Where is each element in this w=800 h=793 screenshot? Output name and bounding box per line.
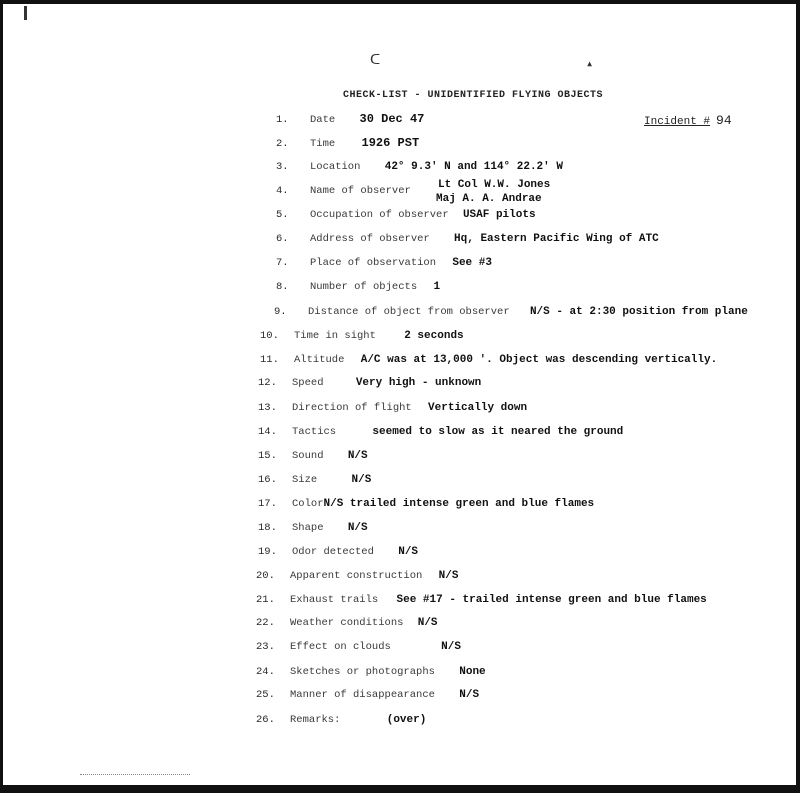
scan-speck: ▴ bbox=[586, 57, 594, 71]
incident-number bbox=[644, 113, 732, 128]
item-answer: 42° 9.3' N and 114° 22.2' W bbox=[384, 161, 563, 173]
checklist-item: 25. Manner of disappearance N/S bbox=[256, 689, 480, 701]
item-answer: 1 bbox=[433, 281, 441, 293]
item-answer: N/S bbox=[438, 570, 459, 582]
checklist-item: 16. Size N/S bbox=[258, 474, 372, 486]
checklist-item: 17. ColorN/S trailed intense green and blue flames bbox=[258, 498, 595, 510]
checklist-item: 19. Odor detected N/S bbox=[258, 546, 419, 558]
checklist-item: 10. Time in sight 2 seconds bbox=[260, 330, 464, 342]
item-answer: N/S bbox=[351, 474, 372, 486]
incident-label: Incident # bbox=[644, 116, 711, 128]
item-answer: See #3 bbox=[452, 257, 492, 269]
item-answer: 2 seconds bbox=[404, 330, 464, 342]
checklist-item: 9. Distance of object from observer N/S - at 2:30 position from plane bbox=[274, 306, 748, 318]
item-answer: Vertically down bbox=[428, 402, 528, 414]
item-answer: Very high - unknown bbox=[355, 377, 482, 389]
item-answer: None bbox=[459, 666, 486, 678]
item-answer: Hq, Eastern Pacific Wing of ATC bbox=[454, 233, 659, 245]
item-answer: N/S bbox=[398, 546, 419, 558]
checklist-item: 26. Remarks: (over) bbox=[256, 714, 427, 726]
checklist-item: 5. Occupation of observer USAF pilots bbox=[276, 209, 536, 221]
checklist-item: 12. Speed Very high - unknown bbox=[258, 377, 482, 389]
item-answer: Lt Col W.W. Jones bbox=[438, 179, 551, 191]
item-answer: N/S bbox=[347, 450, 368, 462]
item-answer: N/S bbox=[417, 617, 438, 629]
checklist-item: 23. Effect on clouds N/S bbox=[256, 641, 461, 653]
checklist-item: 14. Tactics seemed to slow as it neared the ground bbox=[258, 426, 624, 438]
checklist-item: 24. Sketches or photographs None bbox=[256, 666, 486, 678]
checklist-item: 1. Date 30 Dec 47 bbox=[276, 112, 425, 126]
item-answer: N/S bbox=[347, 522, 368, 534]
document-title: CHECK-LIST - UNIDENTIFIED FLYING OBJECTS bbox=[343, 90, 604, 101]
checklist-item: 13. Direction of flight Vertically down bbox=[258, 402, 528, 414]
checklist-item: 18. Shape N/S bbox=[258, 522, 368, 534]
item-answer: seemed to slow as it neared the ground bbox=[372, 426, 624, 438]
checklist-item: 11. Altitude A/C was at 13,000 '. Object was descending vertically. bbox=[260, 354, 718, 366]
checklist-item: 22. Weather conditions N/S bbox=[256, 617, 438, 629]
item-answer: N/S trailed intense green and blue flames bbox=[323, 498, 595, 510]
item-answer: (over) bbox=[386, 714, 427, 726]
checklist-item: 4. Name of observer bbox=[276, 185, 411, 197]
item-answer: N/S bbox=[459, 689, 480, 701]
checklist-item: 20. Apparent construction N/S bbox=[256, 570, 459, 582]
checklist-item: 3. Location 42° 9.3' N and 114° 22.2' W bbox=[276, 161, 563, 173]
item-answer-line2: Maj A. A. Andrae bbox=[436, 193, 542, 205]
checklist-item: 7. Place of observation See #3 bbox=[276, 257, 492, 269]
item-answer: 1926 PST bbox=[361, 136, 420, 150]
item-answer: N/S bbox=[441, 641, 461, 653]
item-answer: N/S - at 2:30 position from plane bbox=[529, 306, 748, 318]
scan-dotted-artifact bbox=[80, 774, 190, 775]
scan-border-left bbox=[0, 0, 3, 793]
checklist-item: 2. Time 1926 PST bbox=[276, 136, 420, 150]
scan-border-bottom bbox=[0, 785, 800, 793]
checklist-item: 6. Address of observer Hq, Eastern Pacific Wing of ATC bbox=[276, 233, 659, 245]
item-answer: See #17 - trailed intense green and blue flames bbox=[396, 594, 707, 606]
checklist-item: 15. Sound N/S bbox=[258, 450, 368, 462]
checklist-item: 21. Exhaust trails See #17 - trailed intense green and blue flames bbox=[256, 594, 707, 606]
incident-value: 94 bbox=[716, 113, 732, 128]
scan-speck: ᑕ bbox=[370, 53, 381, 69]
item-answer: A/C was at 13,000 '. Object was descending vertically. bbox=[360, 354, 718, 366]
corner-mark bbox=[24, 6, 27, 20]
scan-border-right bbox=[796, 0, 800, 793]
item-answer: 30 Dec 47 bbox=[359, 112, 425, 126]
scan-border-top bbox=[0, 0, 800, 4]
item-answer: USAF pilots bbox=[462, 209, 536, 221]
checklist-item: 8. Number of objects 1 bbox=[276, 281, 441, 293]
